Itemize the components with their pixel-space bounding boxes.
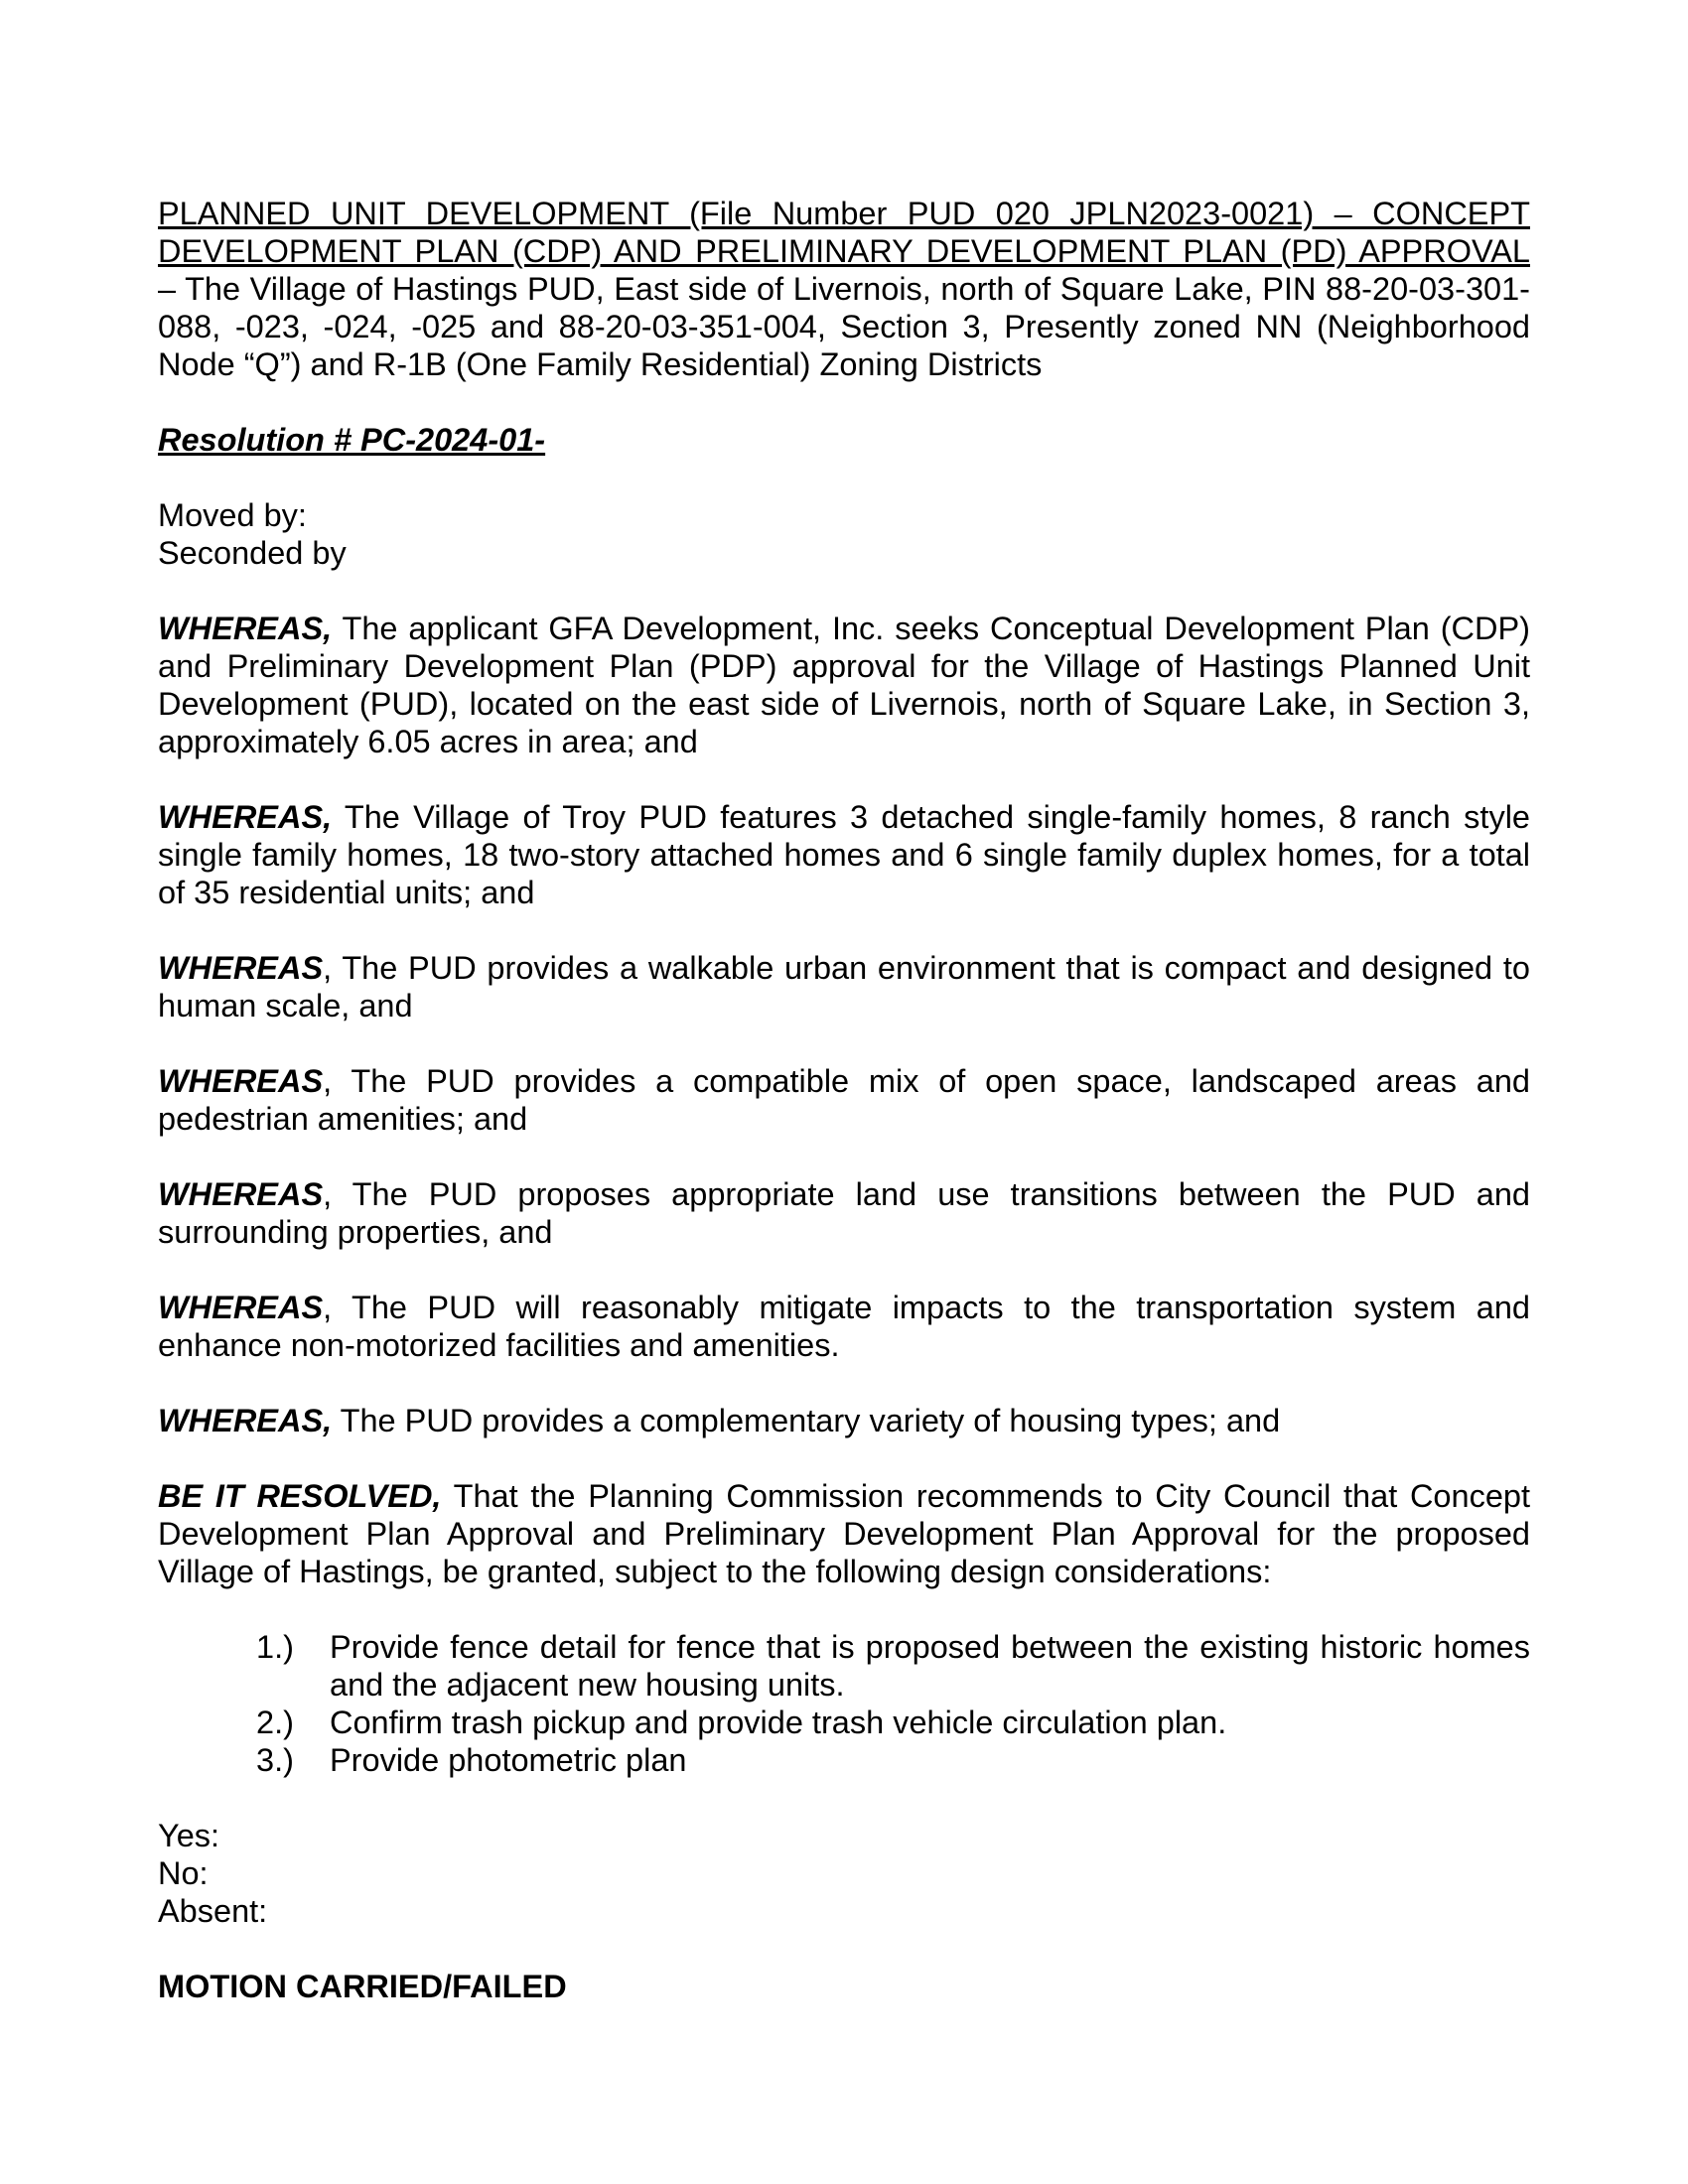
moved-by-line: Moved by: bbox=[158, 497, 307, 533]
whereas-keyword: WHEREAS, bbox=[158, 611, 333, 646]
whereas-keyword: WHEREAS bbox=[158, 1176, 324, 1212]
whereas-text: , The PUD proposes appropriate land use transitions between the PUD and surrounding properties, and bbox=[158, 1176, 1530, 1250]
list-number: 1.) bbox=[256, 1629, 294, 1665]
whereas-clause bbox=[158, 1289, 1530, 1364]
seconded-by-line: Seconded by bbox=[158, 535, 347, 571]
heading-line-1: PLANNED UNIT DEVELOPMENT (File Number PUD 020 JPLN2023-0021) – CONCEPT bbox=[158, 196, 1530, 231]
resolution-number: Resolution # PC-2024-01- bbox=[158, 422, 546, 458]
whereas-text: , The PUD provides a compatible mix of open space, landscaped areas and pedestrian amenities; and bbox=[158, 1063, 1530, 1137]
resolved-text: That the Planning Commission recommends to City Council that Concept Development Plan Approval and Preliminary Development Plan Approval for the proposed Village of Hastings, be granted, subject to the following design considerations: bbox=[158, 1478, 1530, 1589]
whereas-clause bbox=[158, 949, 1530, 1024]
list-text: Provide fence detail for fence that is proposed between the existing historic homes and the adjacent new housing units. bbox=[330, 1629, 1530, 1703]
whereas-keyword: WHEREAS, bbox=[158, 1403, 333, 1438]
whereas-clause bbox=[158, 1402, 1530, 1439]
list-text: Provide photometric plan bbox=[330, 1742, 687, 1778]
list-number: 3.) bbox=[256, 1742, 294, 1778]
whereas-text: The PUD provides a complementary variety of housing types; and bbox=[332, 1403, 1281, 1438]
resolved-clause bbox=[158, 1477, 1530, 1590]
list-item bbox=[158, 1741, 1530, 1779]
list-text: Confirm trash pickup and provide trash vehicle circulation plan. bbox=[330, 1705, 1227, 1740]
whereas-keyword: WHEREAS, bbox=[158, 799, 333, 835]
resolved-keyword: BE IT RESOLVED, bbox=[158, 1478, 442, 1514]
whereas-clause bbox=[158, 798, 1530, 911]
resolution-document bbox=[158, 195, 1530, 2005]
list-item bbox=[158, 1628, 1530, 1704]
list-number: 2.) bbox=[256, 1705, 294, 1740]
agenda-item-heading bbox=[158, 195, 1530, 270]
heading-description: – The Village of Hastings PUD, East side of Livernois, north of Square Lake, PIN 88-20-03-301-088, -023, -024, -025 and 88-20-03-351-004, Section 3, Presently zoned NN (Neighborhood Node “Q”) and R-1B (One Family Residential) Zoning Districts bbox=[158, 271, 1530, 382]
vote-absent: Absent: bbox=[158, 1893, 268, 1929]
motion-result: MOTION CARRIED/FAILED bbox=[158, 1969, 567, 2004]
list-item bbox=[158, 1704, 1530, 1741]
whereas-text: , The PUD provides a walkable urban environment that is compact and designed to human scale, and bbox=[158, 950, 1530, 1024]
whereas-text: The Village of Troy PUD features 3 detached single-family homes, 8 ranch style single family homes, 18 two-story attached homes and 6 single family duplex homes, for a total of 35 residential units; and bbox=[158, 799, 1530, 910]
whereas-clause bbox=[158, 1062, 1530, 1138]
whereas-keyword: WHEREAS bbox=[158, 1290, 324, 1325]
heading-line-2: DEVELOPMENT PLAN (CDP) AND PRELIMINARY DEVELOPMENT PLAN (PD) APPROVAL bbox=[158, 233, 1530, 269]
whereas-keyword: WHEREAS bbox=[158, 950, 324, 986]
design-considerations-list bbox=[158, 1628, 1530, 1779]
whereas-clause bbox=[158, 610, 1530, 760]
whereas-text: The applicant GFA Development, Inc. seeks Conceptual Development Plan (CDP) and Preliminary Development Plan (PDP) approval for the Village of Hastings Planned Unit Development (PUD), located on the east side of Livernois, north of Square Lake, in Section 3, approximately 6.05 acres in area; and bbox=[158, 611, 1530, 759]
whereas-clause bbox=[158, 1175, 1530, 1251]
whereas-keyword: WHEREAS bbox=[158, 1063, 324, 1099]
whereas-text: , The PUD will reasonably mitigate impacts to the transportation system and enhance non-motorized facilities and amenities. bbox=[158, 1290, 1530, 1363]
vote-yes: Yes: bbox=[158, 1818, 220, 1853]
vote-no: No: bbox=[158, 1855, 209, 1891]
